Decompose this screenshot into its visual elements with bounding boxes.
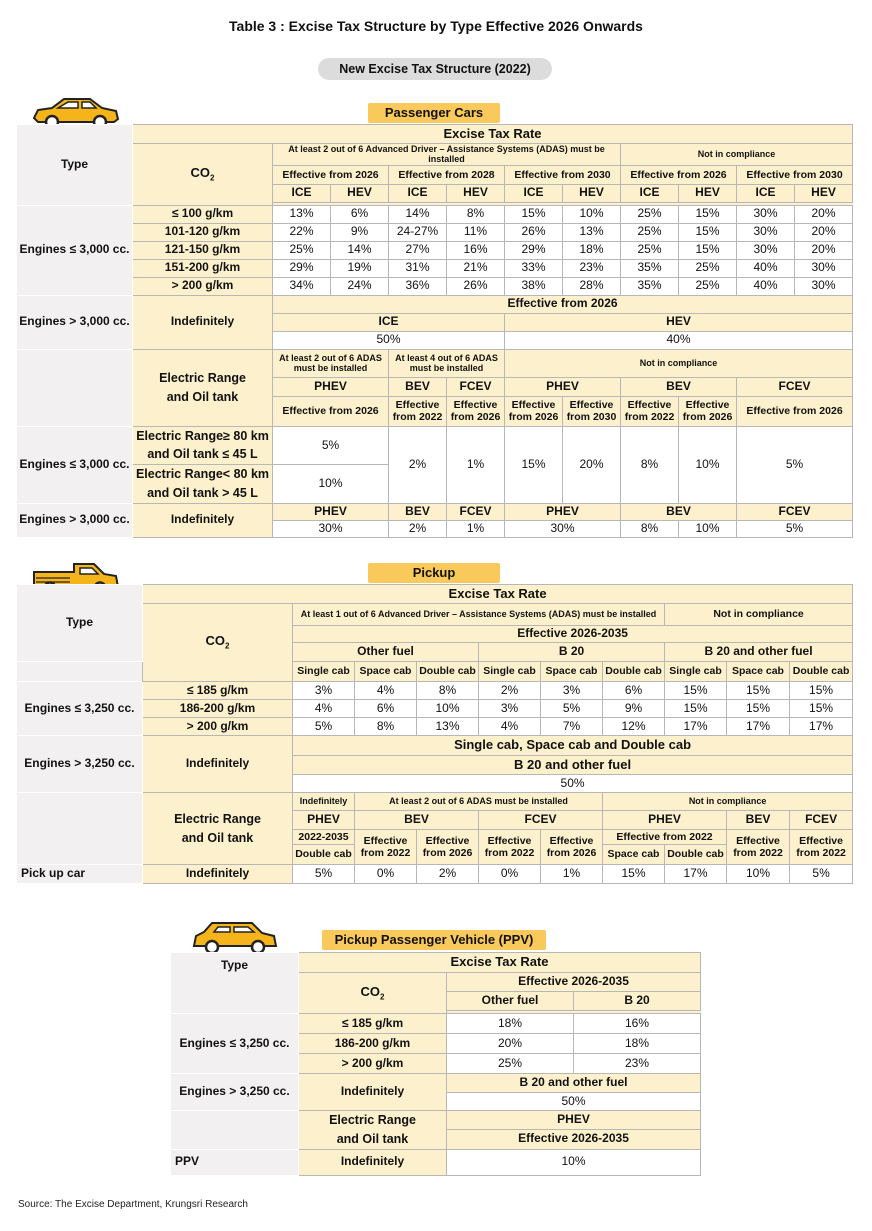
bev-nc: BEV: [621, 503, 737, 520]
adas-2-of-6: At least 2 out of 6 ADAS must be installed: [273, 349, 389, 377]
table-row: > 200 g/km 34% 24% 36% 26% 38% 28% 35% 25% 40% 30%: [17, 277, 853, 295]
fcev: FCEV: [479, 811, 603, 830]
adas-4-of-6: At least 4 out of 6 ADAS must be installed: [389, 349, 505, 377]
indefinitely: Indefinitely: [133, 295, 273, 349]
excise-tax-rate-header: Excise Tax Rate: [133, 125, 853, 144]
electric-range-header: Electric Range and Oil tank: [143, 793, 293, 865]
phev: PHEV: [273, 377, 389, 396]
table-row: Pick up car Indefinitely 5% 0% 2% 0% 1% 15% 17% 10% 5%: [17, 865, 853, 884]
cab-type-row: Single cab Space cab Double cab Single cab Space cab Double cab Single cab Space cab Double cab: [17, 662, 853, 682]
phev-nc: PHEV: [505, 377, 621, 396]
indefinitely: Indefinitely: [133, 503, 273, 537]
engine-class: Engines > 3,250 cc.: [17, 736, 143, 793]
pickup-label: Pickup: [368, 563, 500, 583]
co2-header: $CO_2$: [299, 973, 447, 1014]
passenger-cars-label: Passenger Cars: [368, 103, 500, 123]
rate-cell: 15%: [505, 426, 563, 503]
table-row: 186-200 g/km 20% 18%: [171, 1034, 701, 1054]
ppv-label: Pickup Passenger Vehicle (PPV): [322, 930, 546, 950]
engine-class: Engines > 3,250 cc.: [171, 1074, 299, 1111]
engine-class: Engines > 3,000 cc.: [17, 503, 133, 537]
rate-cell: 50%: [293, 775, 853, 793]
effective-years-row: 2022-2035 Effective from 2022 Effective from 2026 Effective from 2022 Effective from 2026 Effective from 2022 Effective from 2022 Effective from 2022: [17, 830, 853, 845]
bev: BEV: [389, 503, 447, 520]
type-header: Type: [65, 615, 94, 630]
hev-rate: 40%: [505, 331, 853, 349]
rate-cell: 2%: [389, 426, 447, 503]
b20-other: B 20 and other fuel: [293, 756, 853, 775]
effective-2026: Effective from 2026: [273, 165, 389, 184]
cab-types: Single cab, Space cab and Double cab: [293, 736, 853, 756]
pickup-table: [16, 584, 853, 884]
table-row: 30% 2% 1% 30% 8% 10% 5%: [17, 520, 853, 537]
not-in-compliance: Not in compliance: [665, 604, 853, 626]
phev: PHEV: [293, 811, 355, 830]
phev: PHEV: [447, 1111, 701, 1130]
fcev-nc: FCEV: [737, 503, 853, 520]
rate-cell: 5%: [737, 426, 853, 503]
ice-header: ICE: [273, 313, 505, 331]
table-row: Engines ≤ 3,250 cc. ≤ 185 g/km 3% 4% 8% 2% 3% 6% 15% 15% 15%: [17, 682, 853, 700]
co2-header: $CO_2$: [133, 144, 273, 206]
not-in-compliance: Not in compliance: [603, 793, 853, 811]
type-header: Type: [220, 958, 249, 972]
indefinitely: Indefinitely: [299, 1074, 447, 1111]
rate-cell: 1%: [447, 426, 505, 503]
engine-class: Engines > 3,000 cc.: [17, 295, 133, 349]
not-in-compliance: Not in compliance: [505, 349, 853, 377]
adas-2-of-6: At least 2 out of 6 ADAS must be installed: [355, 793, 603, 811]
phev: PHEV: [273, 503, 389, 520]
other-fuel: Other fuel: [293, 643, 479, 662]
table-row: Engines ≤ 3,250 cc. ≤ 185 g/km 18% 16%: [171, 1014, 701, 1034]
table-row: > 200 g/km 25% 23%: [171, 1054, 701, 1074]
adas-requirement: At least 2 out of 6 Advanced Driver – Assistance Systems (ADAS) must be installed: [273, 144, 621, 166]
fcev: FCEV: [447, 377, 505, 396]
passenger-cars-table: [16, 124, 853, 538]
table-row: 186-200 g/km 4% 6% 10% 3% 5% 9% 15% 15% 15%: [17, 700, 853, 718]
effective-2026-2035: Effective 2026-2035: [447, 1130, 701, 1149]
other-fuel: Other fuel: [447, 992, 574, 1011]
rate-cell: 50%: [447, 1093, 701, 1111]
table-row: Engines ≤ 3,000 cc. ≤ 100 g/km 13% 6% 14% 8% 15% 10% 25% 15% 30% 20%: [17, 205, 853, 223]
b20: B 20: [479, 643, 665, 662]
engine-class: Engines ≤ 3,000 cc.: [17, 426, 133, 503]
effective-2026: Effective from 2026: [273, 295, 853, 313]
electric-range-header: Electric Range and Oil tank: [133, 349, 273, 426]
condition-2: Electric Range< 80 km and Oil tank > 45 L: [133, 465, 273, 504]
page-title: Table 3 : Excise Tax Structure by Type Effective 2026 Onwards: [229, 18, 643, 34]
indefinitely: Indefinitely: [143, 736, 293, 793]
hev-header: HEV: [505, 313, 853, 331]
ice-rate: 50%: [273, 331, 505, 349]
rate-cell: 10%: [679, 426, 737, 503]
rate-cell: 10%: [273, 465, 389, 504]
effective-years-row: Effective from 2026 Effective from 2022 Effective from 2026 Effective from 2026 Effective from 2030 Effective from 2022 Effective from 2026 Effective from 2026: [17, 396, 853, 426]
rate-cell: 5%: [273, 426, 389, 465]
indefinitely: Indefinitely: [293, 793, 355, 811]
co2-header: $CO_2$: [143, 604, 293, 682]
type-header: Type: [60, 156, 89, 171]
rate-cell: 8%: [621, 426, 679, 503]
fcev: FCEV: [447, 503, 505, 520]
b20: B 20: [574, 992, 701, 1011]
fcev-nc: FCEV: [790, 811, 853, 830]
bev: BEV: [355, 811, 479, 830]
cab-type-row: Double cab Space cab Double cab: [17, 845, 853, 865]
subtitle-pill: New Excise Tax Structure (2022): [318, 58, 552, 80]
excise-tax-rate-header: Excise Tax Rate: [143, 585, 853, 604]
b20-other: B 20 and other fuel: [447, 1074, 701, 1093]
condition-1: Electric Range≥ 80 km and Oil tank ≤ 45 L: [133, 426, 273, 465]
ppv-table: [170, 952, 701, 1176]
engine-class: Engines ≤ 3,000 cc.: [17, 205, 133, 295]
table-row: PPV Indefinitely 10%: [171, 1149, 701, 1175]
excise-tax-rate-header: Excise Tax Rate: [299, 953, 701, 973]
table-row: 151-200 g/km 29% 19% 31% 21% 33% 23% 35% 25% 40% 30%: [17, 259, 853, 277]
table-row: 101-120 g/km 22% 9% 24-27% 11% 26% 13% 25% 15% 30% 20%: [17, 223, 853, 241]
adas-requirement: At least 1 out of 6 Advanced Driver – Assistance Systems (ADAS) must be installed: [293, 604, 665, 626]
fcev-nc: FCEV: [737, 377, 853, 396]
table-row: 121-150 g/km 25% 14% 27% 16% 29% 18% 25% 15% 30% 20%: [17, 241, 853, 259]
bev-nc: BEV: [621, 377, 737, 396]
effective-2030: Effective from 2030: [505, 165, 621, 184]
bev-nc: BEV: [727, 811, 790, 830]
effective-2026-nc: Effective from 2026: [621, 165, 737, 184]
phev-nc: PHEV: [505, 503, 621, 520]
electric-range-header: Electric Range and Oil tank: [299, 1111, 447, 1150]
rate-cell: 20%: [563, 426, 621, 503]
b20-other: B 20 and other fuel: [665, 643, 853, 662]
effective-2026-2035: Effective 2026-2035: [447, 973, 701, 992]
effective-2030-nc: Effective from 2030: [737, 165, 853, 184]
table-row: > 200 g/km 5% 8% 13% 4% 7% 12% 17% 17% 17%: [17, 718, 853, 736]
fuel-type-row: ICE HEV ICE HEV ICE HEV ICE HEV ICE HEV: [17, 184, 853, 202]
not-in-compliance: Not in compliance: [621, 144, 853, 166]
phev-nc: PHEV: [603, 811, 727, 830]
effective-2028: Effective from 2028: [389, 165, 505, 184]
effective-2026-2035: Effective 2026-2035: [293, 626, 853, 643]
bev: BEV: [389, 377, 447, 396]
source-note: Source: The Excise Department, Krungsri Research: [18, 1199, 248, 1210]
